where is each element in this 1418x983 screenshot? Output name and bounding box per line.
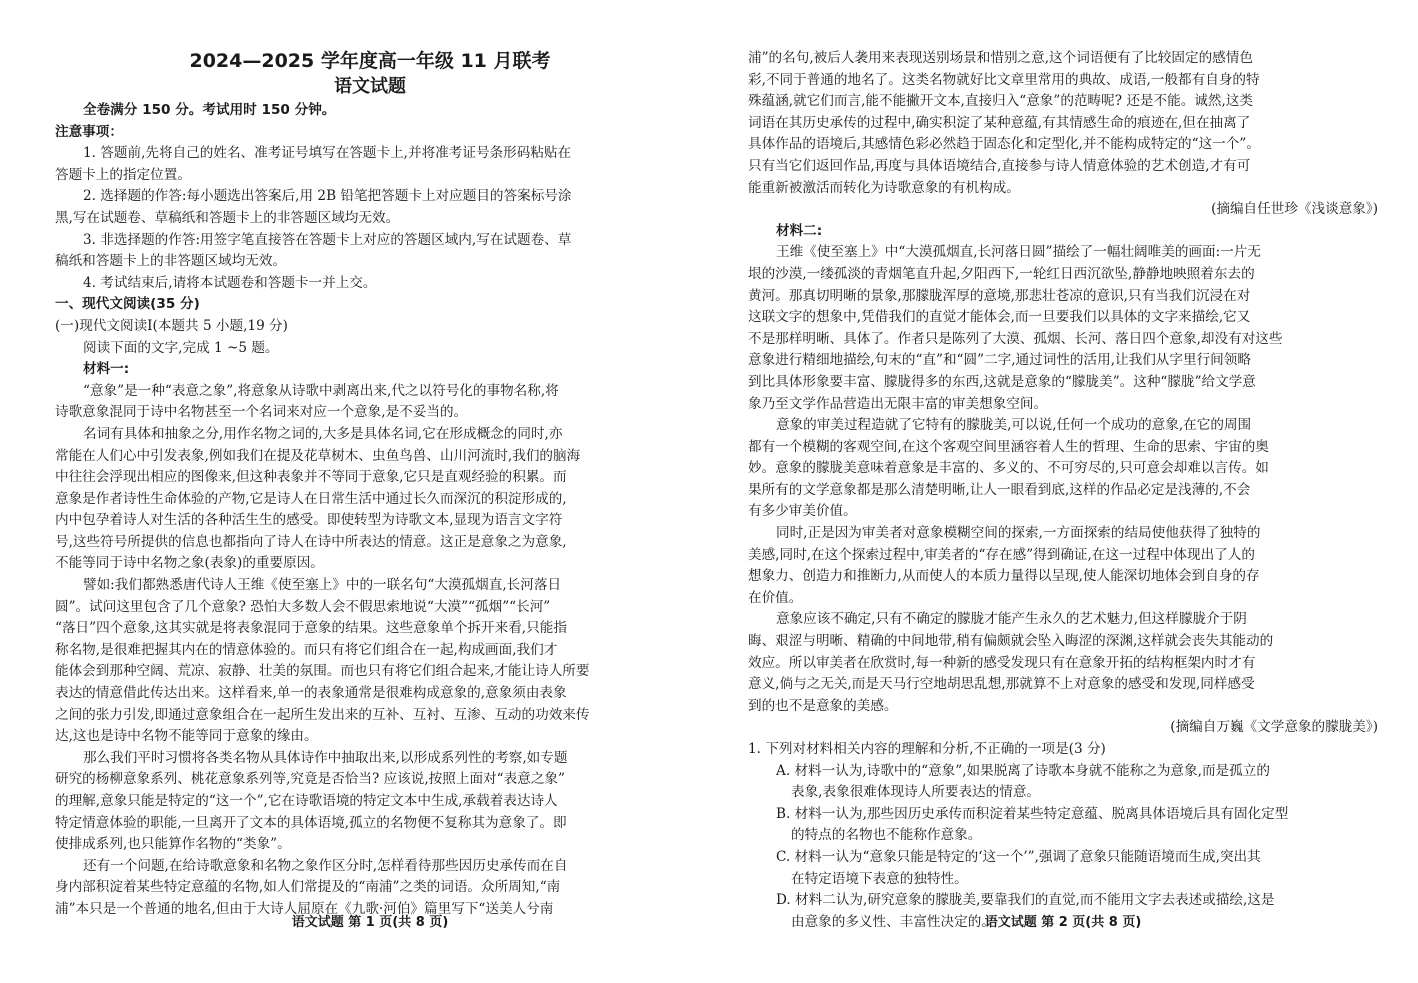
text-line: 表达的情意借此传达出来。这样看来,单一的表象通常是很难构成意象的,意象须由表象 xyxy=(55,685,567,702)
option-b-cont: 的特点的名物也不能称作意象。 xyxy=(791,827,982,844)
exam-subtitle: 语文试题 xyxy=(334,76,406,97)
page-footer: 语文试题 第 2 页(共 8 页) xyxy=(984,915,1142,930)
text-line: 具体作品的语境后,其感情色彩必然趋于固态化和定型化,并不能构成特定的“这一个”。 xyxy=(748,136,1260,153)
text-line: 彩,不同于普通的地名了。这类名物就好比文章里常用的典故、成语,一般都有自身的特 xyxy=(748,71,1260,88)
text-line: 词语在其历史承传的过程中,确实积淀了某种意蕴,有其情感生命的痕迹在,但在抽离了 xyxy=(748,114,1251,131)
text-line: 不是那样明晰、具体了。作者只是陈列了大漠、孤烟、长河、落日四个意象,却没有对这些 xyxy=(748,330,1283,347)
text-line: 效应。所以审美者在欣赏时,每一种新的感受发现只有在意象开拓的结构框架内时才有 xyxy=(748,654,1256,671)
text-line: 中往往会浮现出相应的图像来,但这种表象并不等同于意象,它只是直观经验的积累。而 xyxy=(55,469,567,486)
score-info: 全卷满分 150 分。考试用时 150 分钟。 xyxy=(83,102,336,118)
text-line: 到的也不是意象的美感。 xyxy=(748,697,898,714)
text-line: 王维《使至塞上》中“大漠孤烟直,长河落日圆”描绘了一幅壮阔唯美的画面:一片无 xyxy=(776,244,1261,261)
text-line: 垠的沙漠,一缕孤淡的青烟笔直升起,夕阳西下,一轮红日西沉欲坠,静静地映照着东去的 xyxy=(748,265,1255,282)
text-line: 意象应该不确定,只有不确定的朦胧才能产生永久的艺术魅力,但这样朦胧介于阴 xyxy=(776,611,1247,628)
page-left xyxy=(55,0,685,930)
notice-line: 稿纸和答题卡上的非答题区域均无效。 xyxy=(55,253,287,270)
text-line: 想象力、创造力和推断力,从而使人的本质力量得以呈现,使人能深切地体会到自身的存 xyxy=(748,568,1260,585)
text-line: “落日”四个意象,这其实就是将表象混同于意象的结果。这些意象单个拆开来看,只能指 xyxy=(55,620,567,637)
text-line: 身内部积淀着某些特定意蕴的名物,如人们常提及的“南浦”之类的词语。众所周知,“南 xyxy=(55,879,561,896)
text-line: “意象”是一种“表意之象”,将意象从诗歌中剥离出来,代之以符号化的事物名称,将 xyxy=(83,382,559,399)
text-line: 美感,同时,在这个探索过程中,审美者的“存在感”得到确证,在这一过程中体现出了人的 xyxy=(748,546,1255,563)
notice-line: 答题卡上的指定位置。 xyxy=(55,166,191,183)
text-line: 那么我们平时习惯将各类名物从具体诗作中抽取出来,以形成系列性的考察,如专题 xyxy=(83,749,568,766)
text-line: 达,这也是诗中名物不能等同于意象的缘由。 xyxy=(55,728,318,745)
section-heading: 一、现代文阅读(35 分) xyxy=(55,296,200,313)
text-line: 只有当它们返回作品,再度与具体语境结合,直接参与诗人情意体验的艺术创造,才有可 xyxy=(748,157,1251,174)
text-line: 意义,倘与之无关,而是天马行空地胡思乱想,那就算不上对意象的感受和发现,同样感受 xyxy=(748,676,1255,693)
text-line: 内中包孕着诗人对生活的各种活生生的感受。即使转型为诗歌文本,显现为语言文字符 xyxy=(55,512,563,529)
text-line: 浦”本只是一个普通的地名,但由于大诗人屈原在《九歌·河伯》篇里写下“送美人兮南 xyxy=(55,900,554,917)
text-line: 诗歌意象混同于诗中名物甚至一个名词来对应一个意象,是不妥当的。 xyxy=(55,404,468,421)
text-line: 名词有具体和抽象之分,用作名物之词的,大多是具体名词,它在形成概念的同时,亦 xyxy=(83,425,563,442)
text-line: 浦”的名句,被后人袭用来表现送别场景和惜别之意,这个词语便有了比较固定的感情色 xyxy=(748,50,1253,66)
text-line: 不能等同于诗中名物之象(表象)的重要原因。 xyxy=(55,555,324,572)
text-line: 之间的张力引发,即通过意象组合在一起所生发出来的互补、互衬、互渗、互动的功效来传 xyxy=(55,706,590,723)
notice-line: 2. 选择题的作答:每小题选出答案后,用 2B 铅笔把答题卡上对应题目的答案标号涂 xyxy=(83,188,572,205)
exam-title: 2024—2025 学年度高一年级 11 月联考 xyxy=(189,50,551,72)
text-line: 晦、艰涩与明晰、精确的中间地带,稍有偏颇就会坠入晦涩的深渊,这样就会丧失其能动的 xyxy=(748,633,1274,650)
question-stem: 1. 下列对材料相关内容的理解和分析,不正确的一项是(3 分) xyxy=(748,741,1106,757)
text-line: 到比具体形象要丰富、朦胧得多的东西,这就是意象的“朦胧美”。这种“朦胧”给文学意 xyxy=(748,373,1256,390)
option-b: B. 材料一认为,那些因历史承传而积淀着某些特定意蕴、脱离具体语境后具有固化定型 xyxy=(776,805,1289,822)
option-c-cont: 在特定语境下表意的独特性。 xyxy=(791,870,968,887)
text-line: 果所有的文学意象都是那么清楚明晰,让人一眼看到底,这样的作品必定是浅薄的,不会 xyxy=(748,481,1251,498)
text-line: 同时,正是因为审美者对意象模糊空间的探索,一方面探索的结局使他获得了独特的 xyxy=(776,525,1261,542)
text-line: 能体会到那种空阔、荒凉、寂静、壮美的氛围。而也只有将它们组合起来,才能让诗人所要 xyxy=(55,663,590,680)
option-c: C. 材料一认为“意象只能是特定的‘这一个’”,强调了意象只能随语境而生成,突出其 xyxy=(776,848,1261,865)
notice-line: 黑,写在试题卷、草稿纸和答题卡上的非答题区域均无效。 xyxy=(55,209,400,226)
text-line: 妙。意象的朦胧美意味着意象是丰富的、多义的、不可穷尽的,只可意会却难以言传。如 xyxy=(748,460,1269,477)
text-line: 譬如:我们都熟悉唐代诗人王维《使至塞上》中的一联名句“大漠孤烟直,长河落日 xyxy=(83,577,562,594)
text-line: 殊蕴涵,就它们而言,能不能撇开文本,直接归入“意象”的范畴呢? 还是不能。诚然,这类 xyxy=(748,93,1253,110)
option-d-cont: 由意象的多义性、丰富性决定的。 xyxy=(791,913,995,930)
notice-line: 1. 答题前,先将自己的姓名、准考证号填写在答题卡上,并将准考证号条形码粘贴在 xyxy=(83,145,572,162)
notice-line: 3. 非选择题的作答:用签字笔直接答在答题卡上对应的答题区域内,写在试题卷、草 xyxy=(83,231,572,248)
text-line: 常能在人们心中引发表象,例如我们在提及花草树木、虫鱼鸟兽、山川河流时,我们的脑海 xyxy=(55,447,581,464)
text-line: 意象是作者诗性生命体验的产物,它是诗人在日常生活中通过长久而深沉的积淀形成的, xyxy=(55,490,567,507)
text-line: 圆”。试问这里包含了几个意象? 恐怕大多数人会不假思索地说“大漠”“孤烟”“长河” xyxy=(55,598,551,615)
text-line: 这联文字的想象中,凭借我们的直觉才能体会,而一旦要我们以具体的文字来描绘,它又 xyxy=(748,309,1251,326)
source-citation: (摘编自任世珍《浅谈意象》) xyxy=(1211,201,1378,218)
text-line: 号,这些符号所提供的信息也都指向了诗人在诗中所表达的情意。这正是意象之为意象, xyxy=(55,533,567,550)
text-line: 黄河。那真切明晰的景象,那朦胧浑厚的意境,那悲壮苍凉的意识,只有当我们沉浸在对 xyxy=(748,287,1251,304)
text-line: 象乃至文学作品营造出无限丰富的审美想象空间。 xyxy=(748,395,1048,412)
instruction: 阅读下面的文字,完成 1 ~5 题。 xyxy=(83,339,279,356)
text-line: 意象的审美过程造就了它特有的朦胧美,可以说,任何一个成功的意象,在它的周围 xyxy=(776,417,1252,434)
material1-label: 材料一: xyxy=(83,361,130,378)
option-a-cont: 表象,表象很难体现诗人所要表达的情意。 xyxy=(791,784,1041,801)
option-a: A. 材料一认为,诗歌中的“意象”,如果脱离了诗歌本身就不能称之为意象,而是孤立的 xyxy=(776,762,1270,779)
material2-label: 材料二: xyxy=(776,222,823,239)
text-line: 还有一个问题,在给诗歌意象和名物之象作区分时,怎样看待那些因历史承传而在自 xyxy=(83,857,568,874)
subsection-heading: (一)现代文阅读Ⅰ(本题共 5 小题,19 分) xyxy=(55,317,288,334)
text-line: 使排成系列,也只能算作名物的“类象”。 xyxy=(55,836,291,853)
text-line: 在价值。 xyxy=(748,589,803,606)
text-line: 研究的杨柳意象系列、桃花意象系列等,究竟是否恰当? 应该说,按照上面对“表意之象” xyxy=(55,771,565,788)
notice-line: 4. 考试结束后,请将本试题卷和答题卡一并上交。 xyxy=(83,274,377,291)
text-line: 的理解,意象只能是特定的“这一个”,它在诗歌语境的特定文本中生成,承载着表达诗人 xyxy=(55,793,558,809)
text-line: 能重新被激活而转化为诗歌意象的有机构成。 xyxy=(748,179,1020,196)
source-citation: (摘编自万巍《文学意象的朦胧美》) xyxy=(1170,719,1378,736)
option-d: D. 材料二认为,研究意象的朦胧美,要靠我们的直觉,而不能用文字去表述或描绘,这是 xyxy=(776,892,1275,909)
notice-heading: 注意事项： xyxy=(55,123,123,140)
page-right xyxy=(748,0,1378,933)
text-line: 称名物,是很难把握其内在的情意体验的。而只有将它们组合在一起,构成画面,我们才 xyxy=(55,641,558,658)
text-line: 都有一个模糊的客观空间,在这个客观空间里涵容着人生的哲理、生命的思索、宇宙的奥 xyxy=(748,438,1269,455)
text-line: 有多少审美价值。 xyxy=(748,503,857,520)
page-footer: 语文试题 第 1 页(共 8 页) xyxy=(291,915,449,930)
text-line: 特定情意体验的职能,一旦离开了文本的具体语境,孤立的名物便不复称其为意象了。即 xyxy=(55,814,567,831)
text-line: 意象进行精细地描绘,句末的“直”和“圆”二字,通过词性的活用,让我们从字里行间领略 xyxy=(748,352,1251,369)
